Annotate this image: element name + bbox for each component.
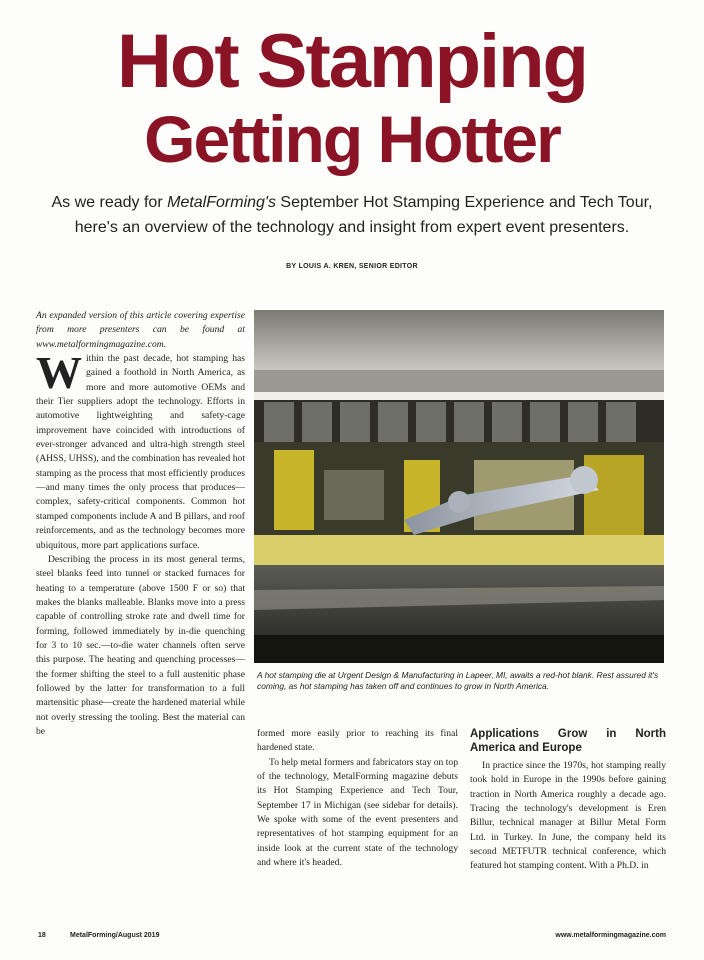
page-number: 18 bbox=[38, 932, 46, 939]
deck-text-post: September Hot Stamping Experience and Tech Tour, here's an overview of the technology and insight from expert event presenters. bbox=[74, 194, 653, 236]
body-column-2 bbox=[257, 727, 458, 870]
expanded-version-note: An expanded version of this article covering expertise from more presenters can be found at www.metalformingmagazine.com. bbox=[36, 310, 245, 350]
press-line-illustration bbox=[254, 310, 664, 663]
drop-cap: W bbox=[36, 347, 82, 399]
paragraph-1-text: ithin the past decade, hot stamping has gained a foothold in North America, as more and more automotive OEMs and their Tier suppliers adopt the technology. Efforts in automotive lightweighting and safety-cage improvement have coincided with introductions of ever-stronger advanced and ultra-high strength steel (AHSS, UHSS), and the combination has revealed hot stamping as the process that most efficiently produces—and many times the only process that produces—complex, safety-critical components. Common hot stamped components include A and B pillars, and roof reinforcements, and as the technology becomes more ubiquitous, more part applications surface. bbox=[36, 353, 245, 551]
magazine-url: www.metalformingmagazine.com bbox=[555, 932, 666, 939]
byline: BY LOUIS A. KREN, SENIOR EDITOR bbox=[286, 263, 418, 270]
body-column-3 bbox=[470, 727, 666, 874]
deck-magazine-name: MetalForming's bbox=[167, 194, 276, 211]
deck-text-pre: As we ready for bbox=[51, 194, 168, 211]
paragraph-3: formed more easily prior to reaching its final hardened state. bbox=[257, 728, 458, 754]
section-subhead: Applications Grow in North America and Europe bbox=[470, 728, 666, 754]
paragraph-5: In practice since the 1970s, hot stamping really took hold in Europe in the 1990s before gaining traction in North America roughly a decade ago. Tracing the technology's development is Eren Billur, technical manager at Billur Metal Form Ltd. in Turkey. In June, the company held its second METFUTR technical conference, which featured hot stamping content. With a Ph.D. in bbox=[470, 760, 666, 872]
hot-stamping-die-photo bbox=[254, 310, 664, 663]
headline-line-2: Getting Hotter bbox=[144, 102, 560, 176]
headline-line-1: Hot Stamping bbox=[117, 19, 587, 104]
magazine-issue: MetalForming/August 2019 bbox=[70, 932, 160, 939]
paragraph-2: Describing the process in its most general terms, steel blanks feed into tunnel or stacked furnaces for heating to a temperature (above 1500 F or so) that makes the blanks malleable. Blanks move into a press capable of controlling stroke rate and dwell time for forming, followed immediately by in-die quenching for 3 to 10 sec.—to-die water channels often serve this purpose. The heating and quenching processes—the former shifting the steel to a full austenitic phase followed by the latter for transformation to a full martensitic phase—create the hardened material while not overly stressing the tooling. Best the material can be bbox=[36, 553, 245, 737]
opening-paragraph bbox=[36, 347, 245, 553]
body-column-1 bbox=[36, 309, 245, 739]
article-deck bbox=[40, 190, 664, 240]
paragraph-4: To help metal formers and fabricators stay on top of the technology, MetalForming magazine debuts its Hot Stamping Experience and Tech Tour, September 17 in Michigan (see sidebar for details). We spoke with some of the event presenters and representatives of hot stamping equipment for an inside look at the current state of the technology and where it's headed. bbox=[257, 756, 459, 869]
photo-caption: A hot stamping die at Urgent Design & Manufacturing in Lapeer, MI, awaits a red-hot blank. Rest assured it's coming, as hot stamping has taken off and continues to grow in North America. bbox=[257, 670, 659, 691]
